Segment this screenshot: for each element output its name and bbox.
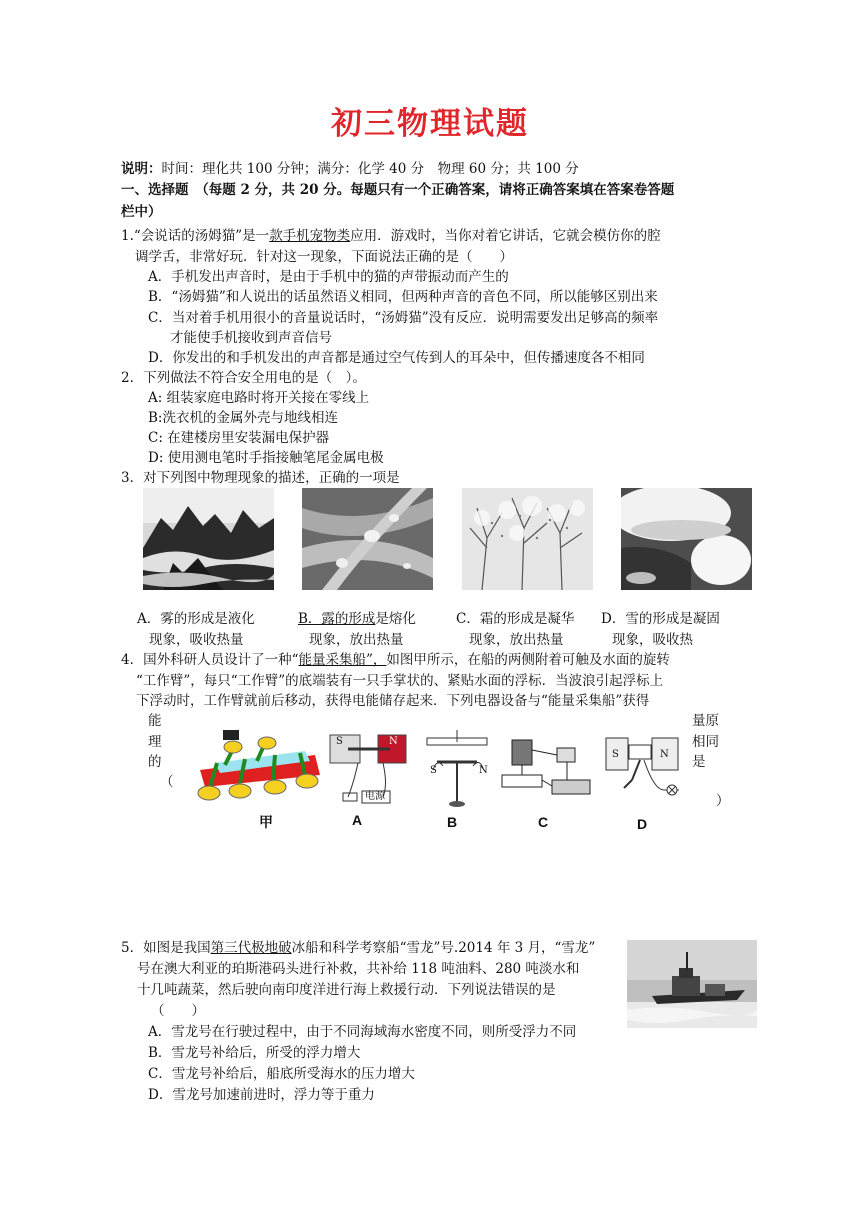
needle-pole-label: N <box>479 765 488 776</box>
q1-stem-text: 1.“会说话的汤姆猫”是一 <box>121 228 270 244</box>
q2-option-d: D: 使用测电笔时手指接触笔尾金属电极 <box>148 450 384 466</box>
q3-option-c-cont: 现象，放出热量 <box>469 632 564 648</box>
q1-option-c: C．当对着手机用很小的音量说话时，“汤姆猫”没有反应．说明需要发出足够高的频率 <box>148 310 659 326</box>
note-text: 时间：理化共 100 分钟；满分：化学 40 分 物理 60 分；共 100 分 <box>161 161 579 177</box>
q3-option-b-underlined: B．露的形成 <box>298 611 376 627</box>
q5-stem-line3: 十几吨蔬菜，然后驶向南印度洋进行海上救援行动．下列说法错误的是 <box>137 982 556 998</box>
q2-stem: 2．下列做法不符合安全用电的是（ ）。 <box>121 370 366 386</box>
q3-option-b <box>298 610 416 629</box>
q4-underlined-text: 能量采集船”， <box>298 652 387 668</box>
q4-stem-line2: “工作臂”，每只“工作臂”的底端装有一只手掌状的、紧贴水面的浮标．当波浪引起浮标上 <box>136 673 664 689</box>
snow-mounds-photo <box>621 488 752 590</box>
magnet-pole-label: S <box>612 749 619 760</box>
compass-figure-b <box>425 730 490 810</box>
magnet-pole-label: N <box>389 736 398 747</box>
q2-option-a: A: 组装家庭电路时将开关接在零线上 <box>148 390 370 406</box>
q3-stem: 3．对下列图中物理现象的描述，正确的一项是 <box>121 470 400 486</box>
q2-option-c: C: 在建楼房里安装漏电保护器 <box>148 430 330 446</box>
q5-option-b: B．雪龙号补给后，所受的浮力增大 <box>148 1045 361 1061</box>
q5-underlined-text: 第三代极地破 <box>210 940 292 956</box>
q1-stem-text-2: 应用．游戏时，当你对着它讲话，它就会模仿你的腔 <box>350 228 661 244</box>
q3-option-a: A．雾的形成是液化 <box>137 611 255 627</box>
q3-option-b-text: 是熔化 <box>375 611 416 627</box>
q5-option-d: D．雪龙号加速前进时，浮力等于重力 <box>148 1087 375 1103</box>
q5-stem-line1 <box>121 939 595 958</box>
q1-option-a: A．手机发出声音时，是由于手机中的猫的声带振动而产生的 <box>148 269 509 285</box>
q4-stem-text: 4．国外科研人员设计了一种“ <box>121 652 299 668</box>
icebreaker-ship-photo <box>627 940 757 1028</box>
q5-stem-text: 5．如图是我国 <box>121 940 211 956</box>
dew-leaves-photo <box>302 488 433 590</box>
q4-stem-fragment: ） <box>716 793 730 809</box>
q4-stem-line1 <box>121 651 670 670</box>
q5-stem-line4: （ ） <box>151 1003 205 1019</box>
needle-pole-label: S <box>430 765 437 776</box>
figure-label-b: B <box>447 814 458 830</box>
q5-option-c: C．雪龙号补给后，船底所受海水的压力增大 <box>148 1066 415 1082</box>
q3-option-a-cont: 现象，吸收热量 <box>149 632 244 648</box>
note-label: 说明： <box>121 161 162 177</box>
energy-boat-figure <box>195 725 325 810</box>
q5-stem-text-2: 冰船和科学考察船“雪龙”号.2014 年 3 月，“雪龙” <box>291 940 596 956</box>
power-source-label: 电源 <box>365 791 385 802</box>
motor-circuit-figure-c <box>497 730 592 810</box>
electromagnet-figure-d <box>604 730 684 810</box>
q3-option-b-cont: 现象，放出热量 <box>309 632 404 648</box>
fog-mountain-photo <box>143 488 274 590</box>
q4-stem-fragment: 理 <box>148 734 162 750</box>
q1-underlined-text: 款手机宠物类 <box>269 228 351 244</box>
section-heading-line1: 一、选择题 （每题 2 分，共 20 分。每题只有一个正确答案，请将正确答案填在答案卷答题 <box>121 182 675 198</box>
q5-option-a: A．雪龙号在行驶过程中，由于不同海域海水密度不同，则所受浮力不同 <box>148 1024 577 1040</box>
generator-figure-a <box>328 725 408 810</box>
q3-option-d-cont: 现象，吸收热 <box>612 632 693 648</box>
q1-option-b: B．“汤姆猫”和人说出的话虽然语义相同，但两种声音的音色不同，所以能够区别出来 <box>148 289 658 305</box>
q1-option-d: D．你发出的和手机发出的声音都是通过空气传到人的耳朵中，但传播速度各不相同 <box>148 350 645 366</box>
frost-trees-photo <box>462 488 593 590</box>
section-heading-line2: 栏中） <box>121 204 162 220</box>
exam-note <box>121 160 579 179</box>
q1-stem-line2: 调学舌，非常好玩．针对这一现象，下面说法正确的是（ ） <box>135 249 513 265</box>
figure-label-a: A <box>352 812 363 828</box>
figure-label-c: C <box>538 814 549 830</box>
q4-stem-text-2: 如图甲所示，在船的两侧附着可触及水面的旋转 <box>386 652 670 668</box>
figure-label-d: D <box>637 816 648 832</box>
q4-stem-fragment: 的 <box>148 754 162 770</box>
q1-stem-line1 <box>121 227 661 246</box>
figure-label-jia: 甲 <box>259 815 273 831</box>
magnet-pole-label: N <box>660 749 669 760</box>
q3-option-d: D．雪的形成是凝固 <box>601 611 720 627</box>
q4-stem-fragment: （ <box>160 774 174 790</box>
magnet-pole-label: S <box>336 736 343 747</box>
q2-option-b: B:洗衣机的金属外壳与地线相连 <box>148 410 338 426</box>
q4-stem-fragment: 相同 <box>692 734 719 750</box>
q3-option-c: C．霜的形成是凝华 <box>456 611 575 627</box>
q4-stem-line3: 下浮动时，工作臂就前后移动，获得电能储存起来．下列电器设备与“能量采集船”获得 <box>136 693 650 709</box>
q4-stem-fragment: 是 <box>692 754 706 770</box>
q4-stem-fragment: 能 <box>148 713 162 729</box>
page-title: 初三物理试题 <box>331 106 529 142</box>
q5-stem-line2: 号在澳大利亚的珀斯港码头进行补救，共补给 118 吨油料、280 吨淡水和 <box>137 961 580 977</box>
q1-option-c-cont: 才能使手机接收到声音信号 <box>170 330 332 346</box>
q4-stem-fragment: 量原 <box>692 713 719 729</box>
